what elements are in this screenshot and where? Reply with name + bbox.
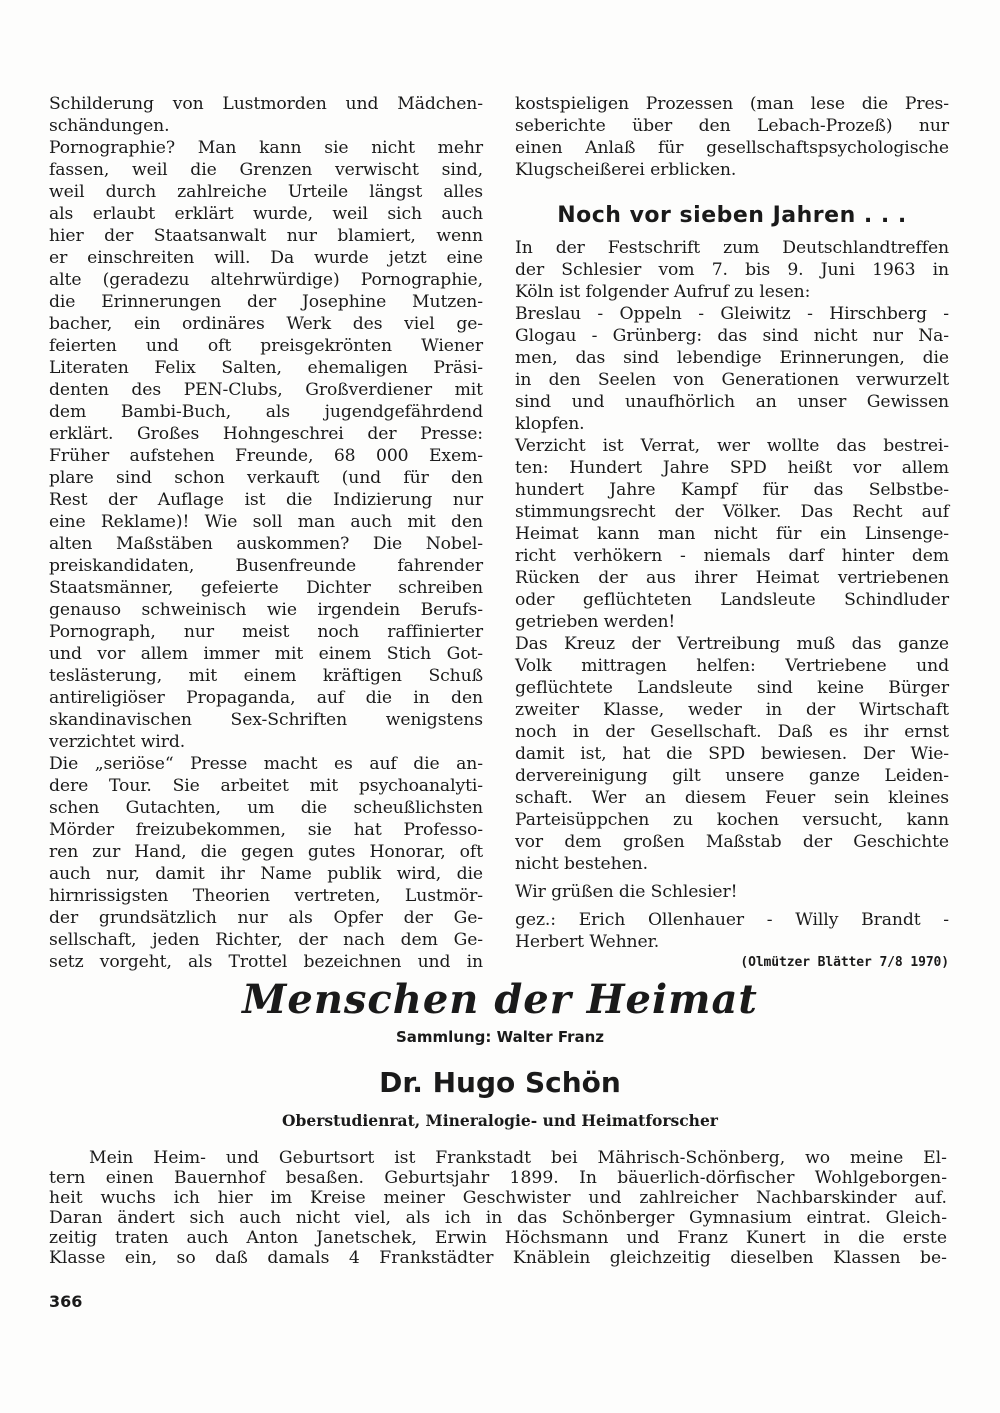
text-line: Klugscheißerei erblicken.: [515, 160, 737, 180]
text-line: er einschreiten will. Da wurde jetzt eine: [49, 248, 483, 268]
signature-line: gez.: Erich Ollenhauer - Willy Brandt -: [515, 910, 949, 930]
page-number: 366: [49, 1292, 83, 1311]
text-line: men, das sind lebendige Erinnerungen, die: [515, 348, 949, 368]
text-line: Literaten Felix Salten, ehemaligen Präsi-: [49, 358, 483, 378]
right-column: [515, 93, 949, 973]
left-column: [49, 93, 483, 973]
text-line: noch in der Gesellschaft. Daß es ihr ernst: [515, 722, 949, 742]
signature-line: Herbert Wehner.: [515, 932, 660, 952]
text-line: zweiter Klasse, weder in der Wirtschaft: [515, 700, 949, 720]
text-line: der Schlesier vom 7. bis 9. Juni 1963 in: [515, 260, 949, 280]
text-line: dervereinigung gilt unsere ganze Leiden-: [515, 766, 949, 786]
text-line: Parteisüppchen zu kochen versucht, kann: [515, 810, 949, 830]
text-line: Pornographie? Man kann sie nicht mehr: [49, 138, 483, 158]
text-line: Volk mittragen helfen: Vertriebene und: [515, 656, 949, 676]
text-line: Daran ändert sich auch nicht viel, als ich in das Schönberger Gymnasium eintrat. Gleich-: [49, 1208, 947, 1228]
text-line: getrieben werden!: [515, 612, 676, 632]
text-line: schaft. Wer an diesem Feuer sein kleines: [515, 788, 949, 808]
text-line: ten: Hundert Jahre SPD heißt vor allem: [515, 458, 949, 478]
text-line: Breslau - Oppeln - Gleiwitz - Hirschberg -: [515, 304, 949, 324]
text-line: Schilderung von Lustmorden und Mädchen-: [49, 94, 483, 114]
text-line: Glogau - Grünberg: das sind nicht nur Na-: [515, 326, 949, 346]
text-line: Früher aufstehen Freunde, 68 000 Exem-: [49, 446, 483, 466]
biography-text: [49, 1148, 947, 1268]
greeting: Wir grüßen die Schlesier!: [515, 882, 738, 902]
text-line: zeitig traten auch Anton Janetschek, Erwin Höchsmann und Franz Kunert in die erste: [49, 1228, 947, 1248]
article-heading: Noch vor sieben Jahren . . .: [557, 203, 907, 228]
text-line: hirnrissigsten Theorien vertreten, Lustmör-: [49, 886, 483, 906]
text-line: hier der Staatsanwalt nur blamiert, wenn: [49, 226, 483, 246]
text-line: setz vorgeht, als Trottel bezeichnen und in: [49, 952, 483, 972]
text-line: die Erinnerungen der Josephine Mutzen-: [49, 292, 483, 312]
text-line: stimmungsrecht der Völker. Das Recht auf: [515, 502, 949, 522]
text-line: weil durch zahlreiche Urteile längst alles: [49, 182, 483, 202]
text-line: schändungen.: [49, 116, 170, 136]
text-line: nicht bestehen.: [515, 854, 648, 874]
text-line: Das Kreuz der Vertreibung muß das ganze: [515, 634, 949, 654]
text-line: sind und unaufhörlich an unser Gewissen: [515, 392, 949, 412]
text-line: hundert Jahre Kampf für das Selbstbe-: [515, 480, 949, 500]
text-line: alten Maßstäben auskommen? Die Nobel-: [49, 534, 483, 554]
text-line: Die „seriöse“ Presse macht es auf die an-: [49, 754, 483, 774]
text-line: und vor allem immer mit einem Stich Got-: [49, 644, 483, 664]
text-line: dere Tour. Sie arbeitet mit psychoanalyti-: [49, 776, 483, 796]
text-line: als erlaubt erklärt wurde, weil sich auch: [49, 204, 483, 224]
text-line: eine Reklame)! Wie soll man auch mit den: [49, 512, 483, 532]
text-line: ren zur Hand, die gegen gutes Honorar, oft: [49, 842, 483, 862]
text-line: in den Seelen von Generationen verwurzelt: [515, 370, 949, 390]
text-line: Mörder freizubekommen, sie hat Professo-: [49, 820, 483, 840]
text-line: Rücken der aus ihrer Heimat vertriebenen: [515, 568, 949, 588]
text-line: Staatsmänner, gefeierte Dichter schreiben: [49, 578, 483, 598]
text-line: geflüchtete Landsleute sind keine Bürger: [515, 678, 949, 698]
text-line: teslästerung, mit einem kräftigen Schuß: [49, 666, 483, 686]
section-title: Menschen der Heimat: [242, 976, 758, 1023]
text-line: Klasse ein, so daß damals 4 Frankstädter Knäblein gleichzeitig dieselben Klassen be-: [49, 1248, 947, 1268]
text-line: einen Anlaß für gesellschaftspsychologische: [515, 138, 949, 158]
text-line: tern einen Bauernhof besaßen. Geburtsjahr 1899. In bäuerlich-dörfischer Wohlgeborgen-: [49, 1168, 947, 1188]
text-line: dem Bambi-Buch, als jugendgefährdend: [49, 402, 483, 422]
text-line: fassen, weil die Grenzen verwischt sind,: [49, 160, 483, 180]
text-line: antireligiöser Propaganda, auf die in den: [49, 688, 483, 708]
text-line: vor dem großen Maßstab der Geschichte: [515, 832, 949, 852]
text-line: skandinavischen Sex-Schriften wenigstens: [49, 710, 483, 730]
text-line: bacher, ein ordinäres Werk des viel ge-: [49, 314, 483, 334]
text-line: auch nur, damit ihr Name publik wird, die: [49, 864, 483, 884]
source-citation: (Olmützer Blätter 7/8 1970): [740, 955, 949, 970]
text-line: verzichtet wird.: [49, 732, 186, 752]
text-line: Heimat kann man nicht für ein Linsenge-: [515, 524, 949, 544]
text-line: schen Gutachten, um die scheußlichsten: [49, 798, 483, 818]
text-line: oder geflüchteten Landsleute Schindluder: [515, 590, 949, 610]
text-line: sellschaft, jeden Richter, der nach dem Ge-: [49, 930, 483, 950]
section-subtitle: Sammlung: Walter Franz: [395, 1028, 605, 1046]
text-line: denten des PEN-Clubs, Großverdiener mit: [49, 380, 483, 400]
text-line: erklärt. Großes Hohngeschrei der Presse:: [49, 424, 483, 444]
person-role: Oberstudienrat, Mineralogie- und Heimatforscher: [282, 1111, 718, 1130]
text-line: der grundsätzlich nur als Opfer der Ge-: [49, 908, 483, 928]
person-name: Dr. Hugo Schön: [379, 1066, 621, 1099]
text-line: Rest der Auflage ist die Indizierung nur: [49, 490, 483, 510]
text-line: damit ist, hat die SPD bewiesen. Der Wie-: [515, 744, 949, 764]
text-line: Köln ist folgender Aufruf zu lesen:: [515, 282, 811, 302]
text-line: plare sind schon verkauft (und für den: [49, 468, 483, 488]
text-line: alte (geradezu altehrwürdige) Pornographie,: [49, 270, 483, 290]
text-line: heit wuchs ich hier im Kreise meiner Geschwister und zahlreicher Nachbarskinder auf.: [49, 1188, 947, 1208]
text-line: Pornograph, nur meist noch raffinierter: [49, 622, 483, 642]
text-line: kostspieligen Prozessen (man lese die Pres-: [515, 94, 949, 114]
text-line: preiskandidaten, Busenfreunde fahrender: [49, 556, 483, 576]
text-line: In der Festschrift zum Deutschlandtreffen: [515, 238, 949, 258]
text-line: seberichte über den Lebach-Prozeß) nur: [515, 116, 949, 136]
text-line: richt verhökern - niemals darf hinter dem: [515, 546, 949, 566]
text-line: Verzicht ist Verrat, wer wollte das bestrei-: [515, 436, 949, 456]
text-line: genauso schweinisch wie irgendein Berufs-: [49, 600, 483, 620]
text-line: klopfen.: [515, 414, 585, 434]
text-line: feierten und oft preisgekrönten Wiener: [49, 336, 483, 356]
text-line: Mein Heim- und Geburtsort ist Frankstadt bei Mährisch-Schönberg, wo meine El-: [89, 1148, 947, 1168]
